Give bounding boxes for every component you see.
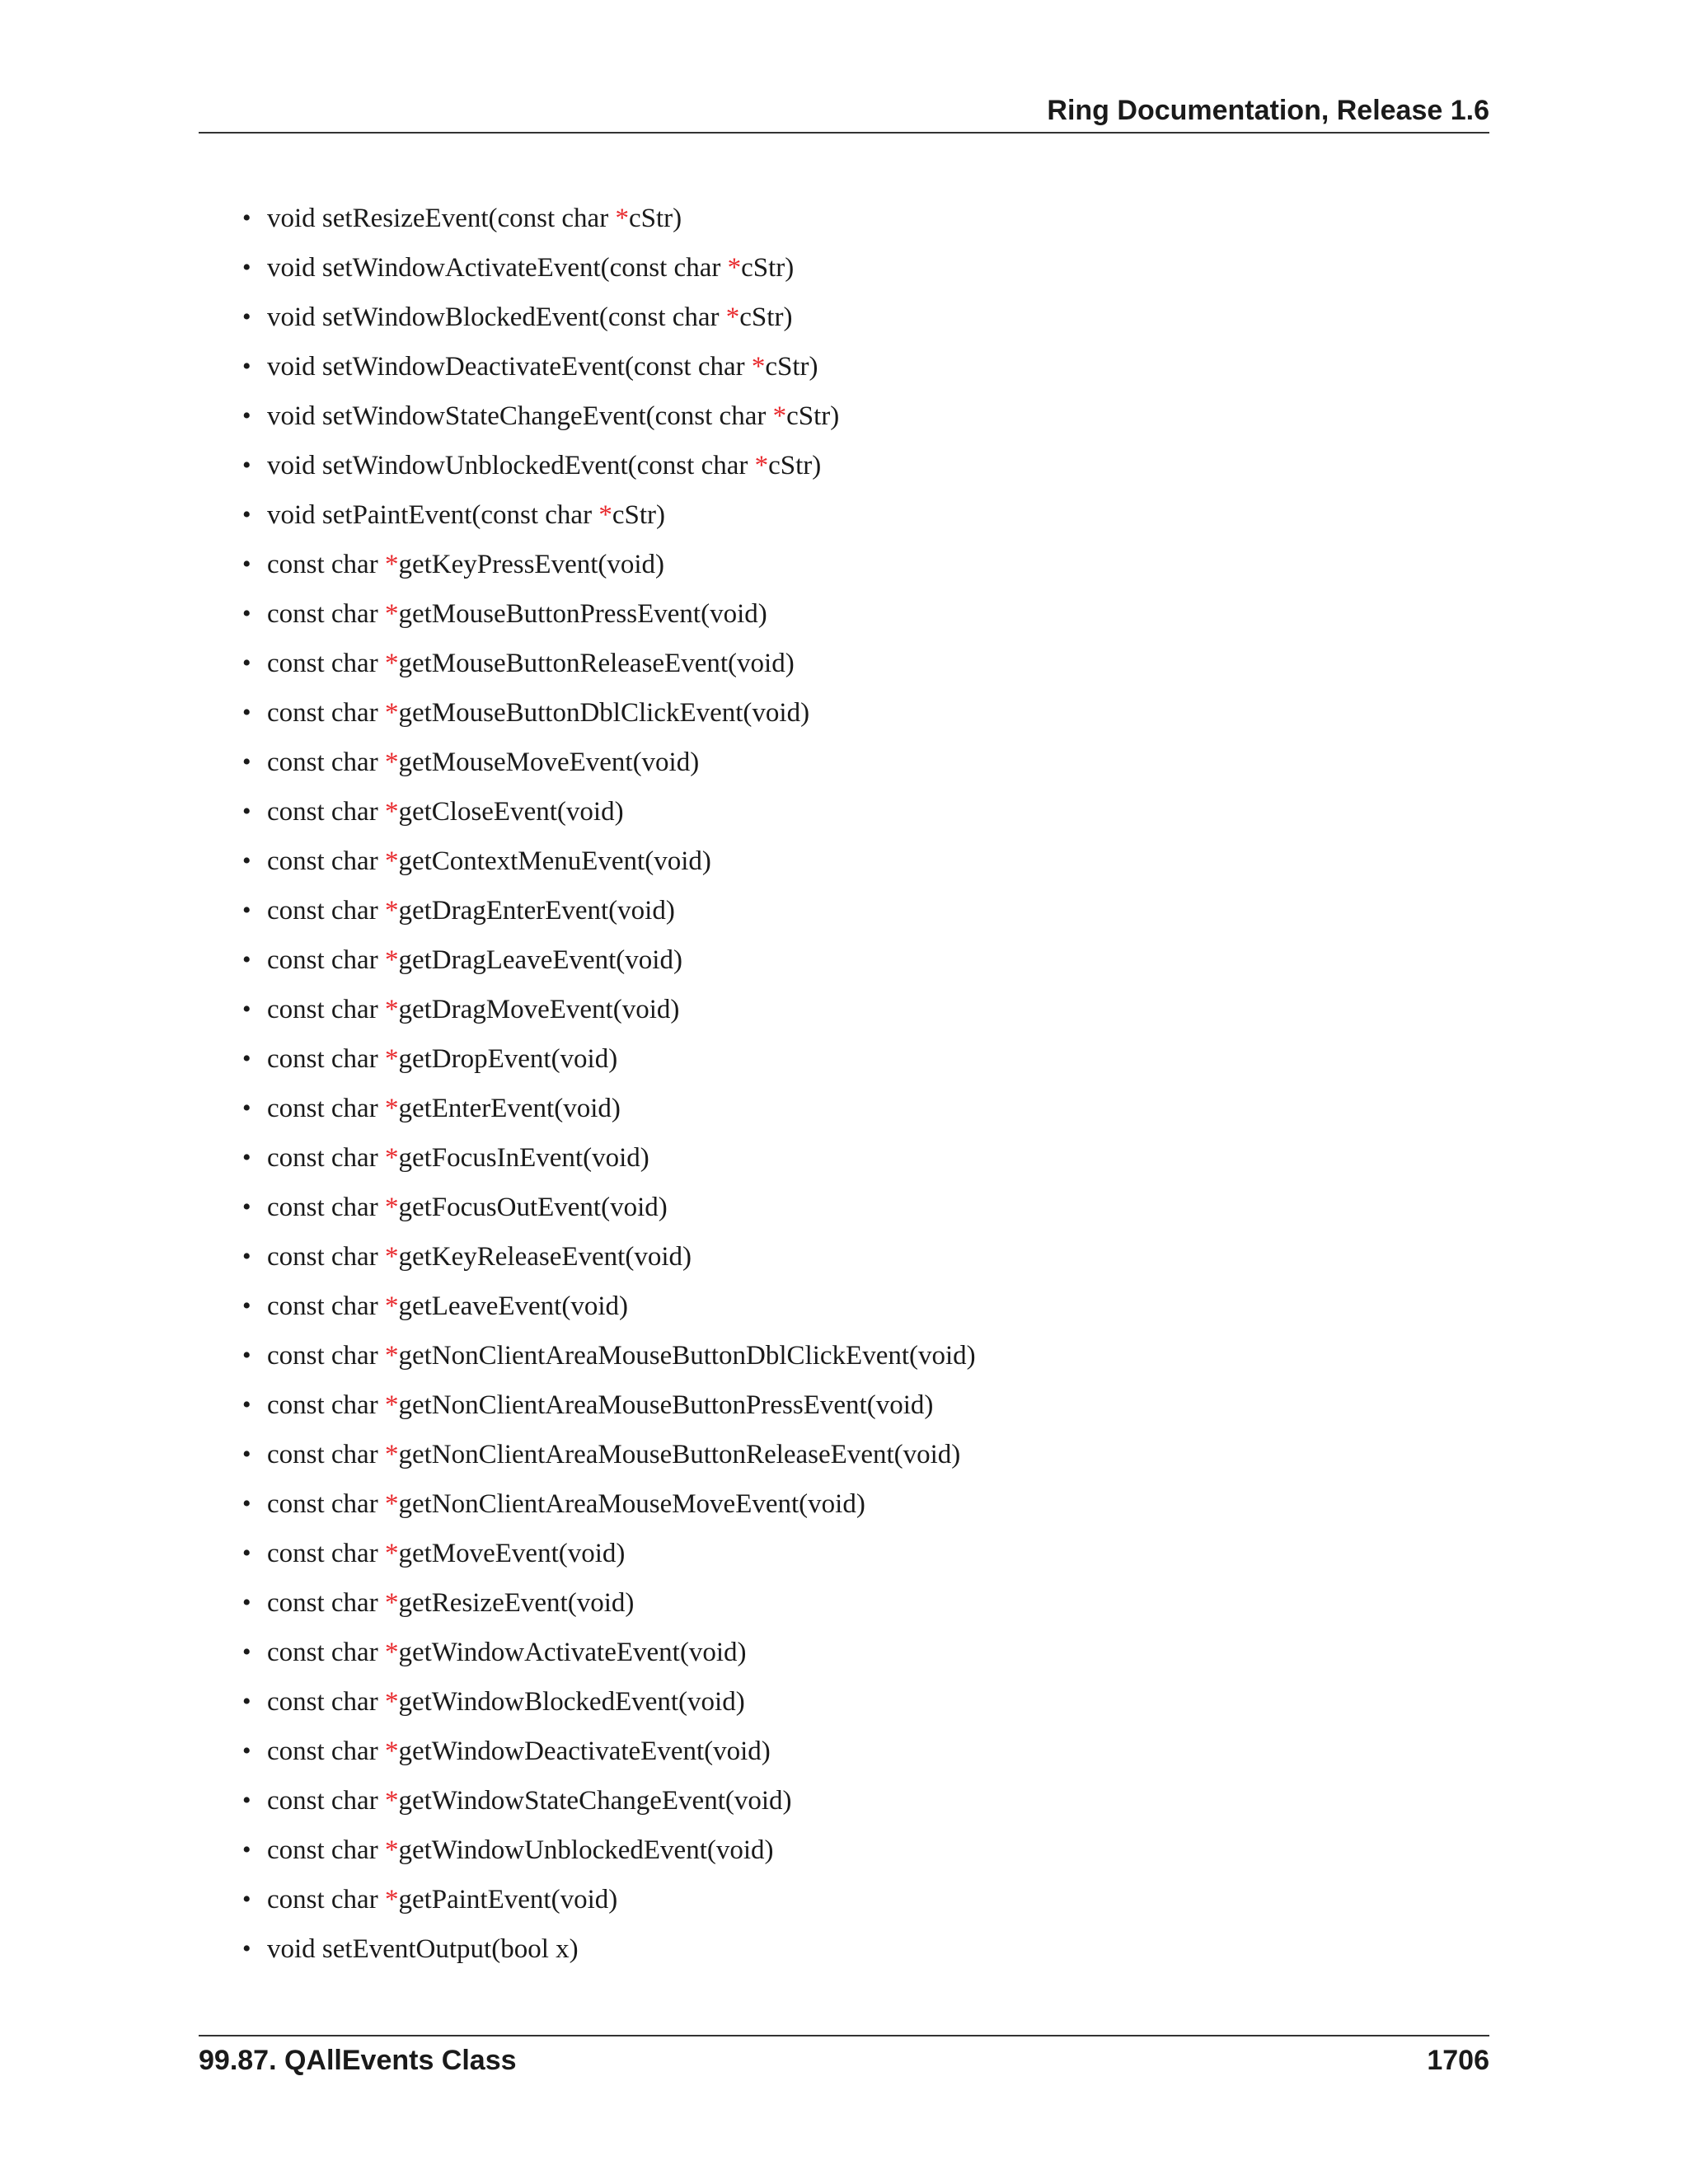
bullet-icon: • <box>242 254 251 281</box>
pointer-star: * <box>751 352 766 382</box>
bullet-icon: • <box>242 996 251 1023</box>
bullet-icon: • <box>242 1243 251 1270</box>
method-signature-end: getNonClientAreaMouseButtonPressEvent(void) <box>398 1390 934 1420</box>
bullet-icon: • <box>242 1391 251 1418</box>
method-list-item <box>239 1924 976 1974</box>
method-list-item <box>239 1529 976 1578</box>
method-signature-start: const char <box>267 1390 385 1420</box>
method-list-item <box>239 293 976 342</box>
method-signature-start: void setEventOutput(bool x) <box>267 1934 579 1964</box>
method-signature-start: void setWindowDeactivateEvent(const char <box>267 352 752 382</box>
bullet-icon: • <box>242 1935 251 1962</box>
method-list-item <box>239 1677 976 1727</box>
method-signature-end: getWindowStateChangeEvent(void) <box>398 1786 792 1816</box>
bullet-icon: • <box>242 847 251 874</box>
method-list-item <box>239 1776 976 1825</box>
pointer-star: * <box>384 1687 399 1717</box>
bullet-icon: • <box>242 1886 251 1913</box>
method-signature-end: cStr) <box>765 352 818 382</box>
method-list-item <box>239 1430 976 1479</box>
method-signature-end: getMouseButtonReleaseEvent(void) <box>398 649 795 678</box>
pointer-star: * <box>384 1638 399 1667</box>
method-signature-end: getNonClientAreaMouseButtonReleaseEvent(void) <box>398 1440 961 1469</box>
method-signature-start: const char <box>267 698 385 728</box>
method-list-item <box>239 688 976 738</box>
bullet-icon: • <box>242 897 251 924</box>
method-list-item <box>239 1084 976 1133</box>
method-list-item <box>239 1825 976 1875</box>
method-signature-start: const char <box>267 945 385 975</box>
method-signature-start: const char <box>267 748 385 777</box>
method-signature-end: getWindowDeactivateEvent(void) <box>398 1736 771 1766</box>
method-list-item <box>239 342 976 391</box>
method-signature-end: getKeyReleaseEvent(void) <box>398 1242 692 1272</box>
pointer-star: * <box>384 1588 399 1618</box>
pointer-star: * <box>384 995 399 1024</box>
method-list-item <box>239 787 976 837</box>
method-list-item <box>239 738 976 787</box>
method-list-item <box>239 639 976 688</box>
pointer-star: * <box>725 302 740 332</box>
method-signature-start: const char <box>267 599 385 629</box>
method-signature-end: cStr) <box>739 302 793 332</box>
pointer-star: * <box>598 500 612 530</box>
method-signature-end: getFocusOutEvent(void) <box>398 1193 668 1222</box>
method-list-item <box>239 1380 976 1430</box>
method-signature-start: const char <box>267 1094 385 1123</box>
method-signature-end: getDropEvent(void) <box>398 1044 618 1074</box>
bullet-icon: • <box>242 353 251 380</box>
pointer-star: * <box>384 649 399 678</box>
method-signature-end: getDragLeaveEvent(void) <box>398 945 682 975</box>
method-signature-end: getResizeEvent(void) <box>398 1588 635 1618</box>
method-signature-end: getKeyPressEvent(void) <box>398 550 665 579</box>
bullet-icon: • <box>242 1144 251 1171</box>
pointer-star: * <box>384 748 399 777</box>
method-signature-start: const char <box>267 1539 385 1568</box>
method-list-item <box>239 837 976 886</box>
pointer-star: * <box>384 1539 399 1568</box>
method-signature-end: getNonClientAreaMouseMoveEvent(void) <box>398 1489 865 1519</box>
method-list-item <box>239 1331 976 1380</box>
pointer-star: * <box>384 1786 399 1816</box>
method-signature-start: const char <box>267 1193 385 1222</box>
method-list-item <box>239 1133 976 1183</box>
method-list-item <box>239 1727 976 1776</box>
pointer-star: * <box>384 1341 399 1371</box>
pointer-star: * <box>384 1736 399 1766</box>
method-list-item <box>239 1578 976 1628</box>
method-signature-end: getLeaveEvent(void) <box>398 1291 628 1321</box>
method-signature-start: const char <box>267 1885 385 1915</box>
bullet-icon: • <box>242 452 251 479</box>
bullet-icon: • <box>242 1342 251 1369</box>
method-signature-end: getPaintEvent(void) <box>398 1885 618 1915</box>
method-signature-start: const char <box>267 995 385 1024</box>
method-signature-start: const char <box>267 1242 385 1272</box>
bullet-icon: • <box>242 501 251 528</box>
bullet-icon: • <box>242 1737 251 1765</box>
bullet-icon: • <box>242 1688 251 1715</box>
method-signature-end: cStr) <box>768 451 822 480</box>
pointer-star: * <box>772 401 787 431</box>
method-signature-start: void setResizeEvent(const char <box>267 204 616 233</box>
method-signature-end: getContextMenuEvent(void) <box>398 846 711 876</box>
method-signature-end: cStr) <box>628 204 682 233</box>
pointer-star: * <box>384 550 399 579</box>
method-signature-end: cStr) <box>741 253 795 283</box>
pointer-star: * <box>384 1440 399 1469</box>
method-signature-start: void setPaintEvent(const char <box>267 500 599 530</box>
method-signature-end: getMoveEvent(void) <box>398 1539 626 1568</box>
bullet-icon: • <box>242 1836 251 1863</box>
method-signature-end: cStr) <box>786 401 840 431</box>
method-signature-end: getWindowBlockedEvent(void) <box>398 1687 745 1717</box>
method-signature-start: const char <box>267 1044 385 1074</box>
pointer-star: * <box>727 253 742 283</box>
bullet-icon: • <box>242 204 251 232</box>
method-signature-start: const char <box>267 896 385 926</box>
method-list-item <box>239 935 976 985</box>
method-signature-start: void setWindowBlockedEvent(const char <box>267 302 726 332</box>
pointer-star: * <box>384 1143 399 1173</box>
method-list-item <box>239 1628 976 1677</box>
pointer-star: * <box>384 945 399 975</box>
method-signature-start: const char <box>267 649 385 678</box>
method-list-item <box>239 886 976 935</box>
method-signature-start: const char <box>267 1440 385 1469</box>
bullet-icon: • <box>242 649 251 677</box>
method-signature-end: cStr) <box>612 500 665 530</box>
method-signature-start: const char <box>267 1687 385 1717</box>
method-signature-start: const char <box>267 797 385 827</box>
method-list <box>239 194 976 1974</box>
method-list-item <box>239 490 976 540</box>
bullet-icon: • <box>242 699 251 726</box>
bullet-icon: • <box>242 1292 251 1319</box>
bullet-icon: • <box>242 303 251 330</box>
pointer-star: * <box>384 1885 399 1915</box>
method-list-item <box>239 589 976 639</box>
bullet-icon: • <box>242 1589 251 1616</box>
bullet-icon: • <box>242 600 251 627</box>
pointer-star: * <box>384 1390 399 1420</box>
pointer-star: * <box>384 1242 399 1272</box>
bullet-icon: • <box>242 748 251 776</box>
method-list-item <box>239 1183 976 1232</box>
bullet-icon: • <box>242 402 251 429</box>
pointer-star: * <box>384 1044 399 1074</box>
pointer-star: * <box>384 1489 399 1519</box>
method-signature-start: const char <box>267 1786 385 1816</box>
section-title: 99.87. QAllEvents Class <box>199 2045 517 2076</box>
method-signature-start: const char <box>267 1341 385 1371</box>
method-signature-end: getFocusInEvent(void) <box>398 1143 649 1173</box>
bullet-icon: • <box>242 1638 251 1666</box>
method-list-item <box>239 391 976 441</box>
pointer-star: * <box>754 451 769 480</box>
method-signature-start: const char <box>267 1638 385 1667</box>
method-list-item <box>239 1479 976 1529</box>
bullet-icon: • <box>242 946 251 973</box>
bullet-icon: • <box>242 1540 251 1567</box>
method-list-item <box>239 194 976 243</box>
method-list-item <box>239 540 976 589</box>
method-signature-start: const char <box>267 1489 385 1519</box>
page-number: 1706 <box>1427 2045 1489 2076</box>
method-signature-start: const char <box>267 1143 385 1173</box>
method-signature-start: const char <box>267 1736 385 1766</box>
method-signature-start: void setWindowStateChangeEvent(const char <box>267 401 773 431</box>
page-header <box>199 89 1489 134</box>
method-signature-end: getWindowActivateEvent(void) <box>398 1638 747 1667</box>
method-signature-start: const char <box>267 1291 385 1321</box>
pointer-star: * <box>384 698 399 728</box>
pointer-star: * <box>615 204 629 233</box>
method-signature-end: getDragMoveEvent(void) <box>398 995 680 1024</box>
method-signature-start: const char <box>267 1588 385 1618</box>
pointer-star: * <box>384 1094 399 1123</box>
method-signature-start: const char <box>267 846 385 876</box>
method-list-item <box>239 1034 976 1084</box>
method-list-item <box>239 985 976 1034</box>
pointer-star: * <box>384 599 399 629</box>
pointer-star: * <box>384 846 399 876</box>
bullet-icon: • <box>242 1490 251 1517</box>
method-signature-end: getNonClientAreaMouseButtonDblClickEvent(void) <box>398 1341 976 1371</box>
pointer-star: * <box>384 797 399 827</box>
bullet-icon: • <box>242 798 251 825</box>
method-signature-start: void setWindowActivateEvent(const char <box>267 253 728 283</box>
page-footer <box>199 2035 1489 2084</box>
bullet-icon: • <box>242 1193 251 1221</box>
bullet-icon: • <box>242 1787 251 1814</box>
pointer-star: * <box>384 896 399 926</box>
method-signature-start: const char <box>267 1835 385 1865</box>
method-signature-end: getMouseButtonDblClickEvent(void) <box>398 698 810 728</box>
method-list-item <box>239 1232 976 1282</box>
method-list-item <box>239 1282 976 1331</box>
method-list-item <box>239 243 976 293</box>
method-signature-start: const char <box>267 550 385 579</box>
method-list-item <box>239 441 976 490</box>
method-signature-end: getMouseButtonPressEvent(void) <box>398 599 767 629</box>
pointer-star: * <box>384 1193 399 1222</box>
document-title: Ring Documentation, Release 1.6 <box>1047 95 1489 126</box>
method-signature-end: getCloseEvent(void) <box>398 797 624 827</box>
bullet-icon: • <box>242 1094 251 1122</box>
pointer-star: * <box>384 1291 399 1321</box>
method-signature-end: getWindowUnblockedEvent(void) <box>398 1835 774 1865</box>
pointer-star: * <box>384 1835 399 1865</box>
method-list-item <box>239 1875 976 1924</box>
bullet-icon: • <box>242 1441 251 1468</box>
bullet-icon: • <box>242 1045 251 1072</box>
method-signature-start: void setWindowUnblockedEvent(const char <box>267 451 755 480</box>
method-signature-end: getMouseMoveEvent(void) <box>398 748 700 777</box>
method-signature-end: getEnterEvent(void) <box>398 1094 621 1123</box>
bullet-icon: • <box>242 551 251 578</box>
method-signature-end: getDragEnterEvent(void) <box>398 896 675 926</box>
